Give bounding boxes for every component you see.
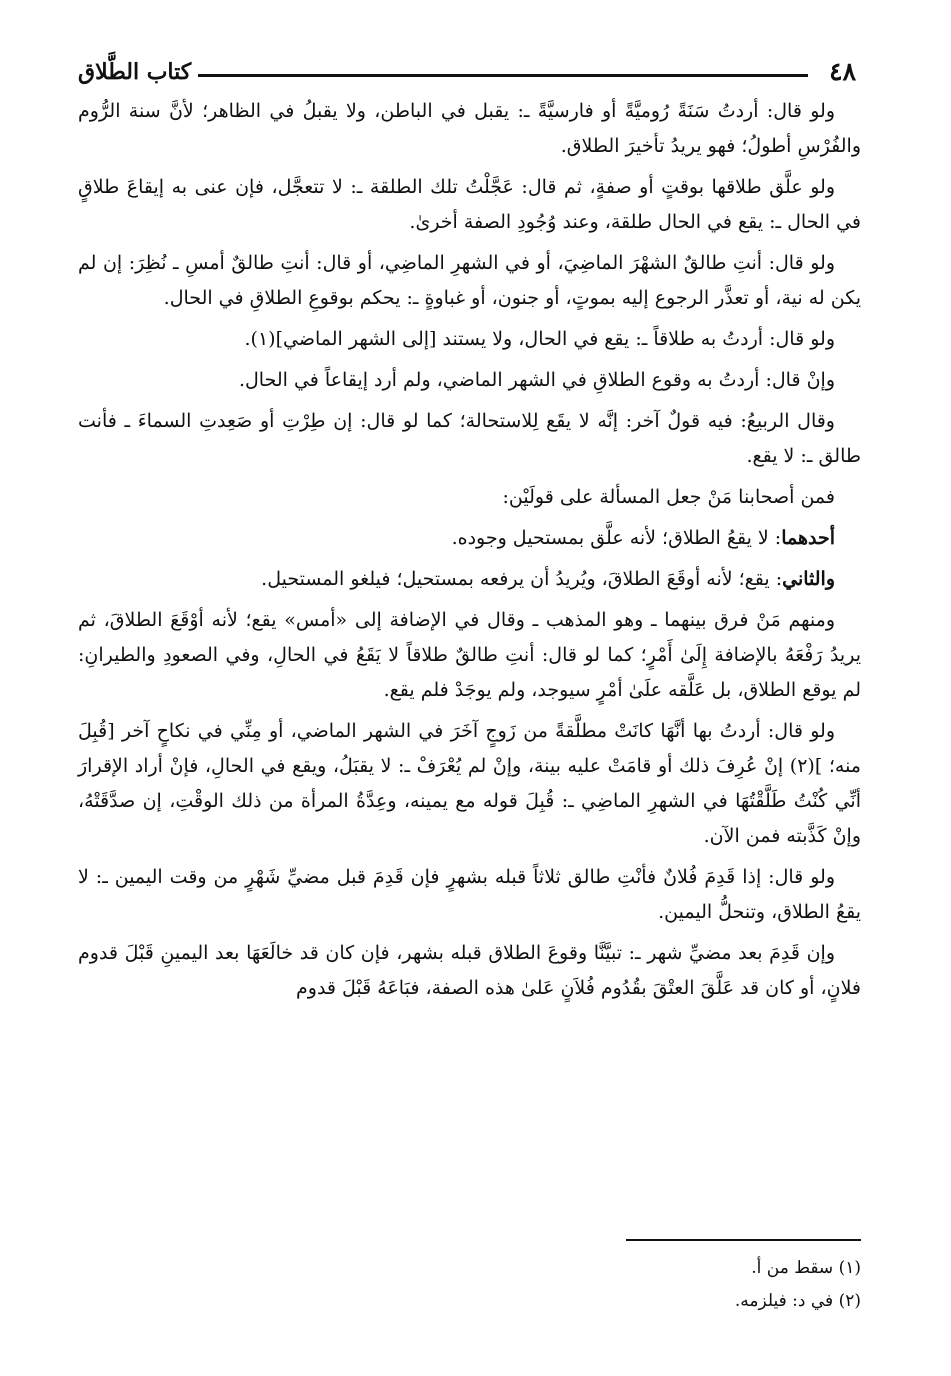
book-title: كتاب الطَّلاق [78, 59, 192, 85]
opinion-second [78, 562, 861, 597]
paragraph: ولو قال: أردتُ بها أنَّهَا كانَتْ مطلَّقةً من زَوجٍ آخَرَ في الشهر الماضي، أو مِنِّي في نكاحٍ آخر [قُبِلَ منه؛ ](٢) إنْ عُرِفَ ذلك أو قامَتْ عليه بينة، وإنْ لم يُعْرَفْ ـ: لا يقبَلُ، ويقع في الحالِ، فإنْ أراد الإقرارَ أنِّي كُنْتُ طَلَّقْتُهَا في الشهرِ الماضِي ـ: قُبِلَ قوله مع يمينه، وعِدَّةُ المرأة من ذلك الوقْتِ، إن صدَّقَتْهُ، وإنْ كَذَّبته فمن الآن. [78, 720, 861, 847]
paragraph: ولو علَّق طلاقها بوقتٍ أو صفةٍ، ثم قال: عَجَّلْتُ تلك الطلقة ـ: لا تتعجَّل، فإن عنى به إيقاعَ طلاقٍ في الحال ـ: يقع في الحال طلقة، وعند وُجُودِ الصفة أخرىٰ. [78, 176, 861, 233]
paragraph: فمن أصحابنا مَنْ جعل المسألة على قولَيْن: [502, 486, 835, 508]
footnotes [78, 1252, 861, 1318]
paragraph: وإن قَدِمَ بعد مضيِّ شهر ـ: تبيَّنَّا وقوعَ الطلاق قبله بشهر، فإن كان قد خالَعَهَا بعد اليمينِ قَبْلَ قدوم فلانٍ، أو كان قد عَلَّقَ العتْقَ بقُدُوم فُلاَنٍ عَلىٰ هذه الصفة، فبَاعَهُ قَبْلَ قدوم [78, 942, 861, 999]
paragraph: وقال الربيعُ: فيه قولٌ آخر: إنَّه لا يقَع لِلاستحالة؛ كما لو قال: إن طِرْتِ أو صَعِدتِ السماءَ ـ فأنت طالق ـ: لا يقع. [78, 410, 861, 467]
paragraph: ومنهم مَنْ فرق بينهما ـ وهو المذهب ـ وقال في الإضافة إلى «أمس» يقع؛ لأنه أوْقَعَ الطلاقَ، ثم يريدُ رَفْعَهُ بالإضافة إِلَىٰ أَمْرٍ؛ كما لو قال: أنتِ طالقٌ طلاقاً لا يَقَعُ في الحالِ، وفي الصعودِ والطيرانِ: لم يوقع الطلاق، بل عَلَّقه علَىٰ أمْرٍ سيوجد، ولم يوجَدْ فلم يقع. [78, 609, 861, 701]
paragraph: ولو قال: أنتِ طالقٌ الشهْرَ الماضِيَ، أو في الشهرِ الماضِي، أو قال: أنتِ طالقٌ أمسِ ـ نُظِرَ: إن لم يكن له نية، أو تعذَّر الرجوع إليه بموتٍ، أو جنون، أو غباوةٍ ـ: يحكم بوقوعِ الطلاقِ في الحال. [78, 252, 861, 309]
footnote-rule [626, 1239, 861, 1241]
opinion-label: أحدهما [781, 527, 835, 549]
paragraph: ولو قال: أردتُ سَنَةً رُوميَّةً أو فارسيَّةً ـ: يقبل في الباطن، ولا يقبلُ في الظاهر؛ لأنَّ سنة الرُّوم والفُرْسِ أطولُ؛ فهو يريدُ تأخيرَ الطلاق. [78, 100, 861, 157]
header-rule [198, 74, 808, 77]
page-header [78, 52, 856, 92]
page-number: ٤٨ [829, 57, 856, 86]
opinion-text: : يقع؛ لأنه أوقَعَ الطلاقَ، ويُريدُ أن يرفعه بمستحيل؛ فيلغو المستحيل. [261, 568, 783, 590]
footnote: (٢) في د: فيلزمه. [734, 1291, 861, 1311]
footnote: (١) سقط من أ. [751, 1258, 861, 1278]
opinion-label: والثاني [782, 568, 835, 590]
opinion-text: : لا يقعُ الطلاق؛ لأنه علَّق بمستحيل وجوده. [451, 527, 782, 549]
paragraph: ولو قال: أردتُ به طلاقاً ـ: يقع في الحال، ولا يستند [إلى الشهر الماضي](١). [244, 328, 835, 350]
opinion-first [78, 521, 861, 556]
body-text [78, 94, 861, 1012]
paragraph: وإنْ قال: أردتُ به وقوع الطلاقِ في الشهر الماضي، ولم أرد إيقاعاً في الحال. [238, 369, 835, 391]
paragraph: ولو قال: إذا قَدِمَ فُلانٌ فأنْتِ طالق ثلاثاً قبله بشهرٍ فإن قَدِمَ قبل مضيِّ شَهْرٍ من وقت اليمين ـ: لا يقعُ الطلاق، وتنحلُّ اليمين. [78, 866, 861, 923]
